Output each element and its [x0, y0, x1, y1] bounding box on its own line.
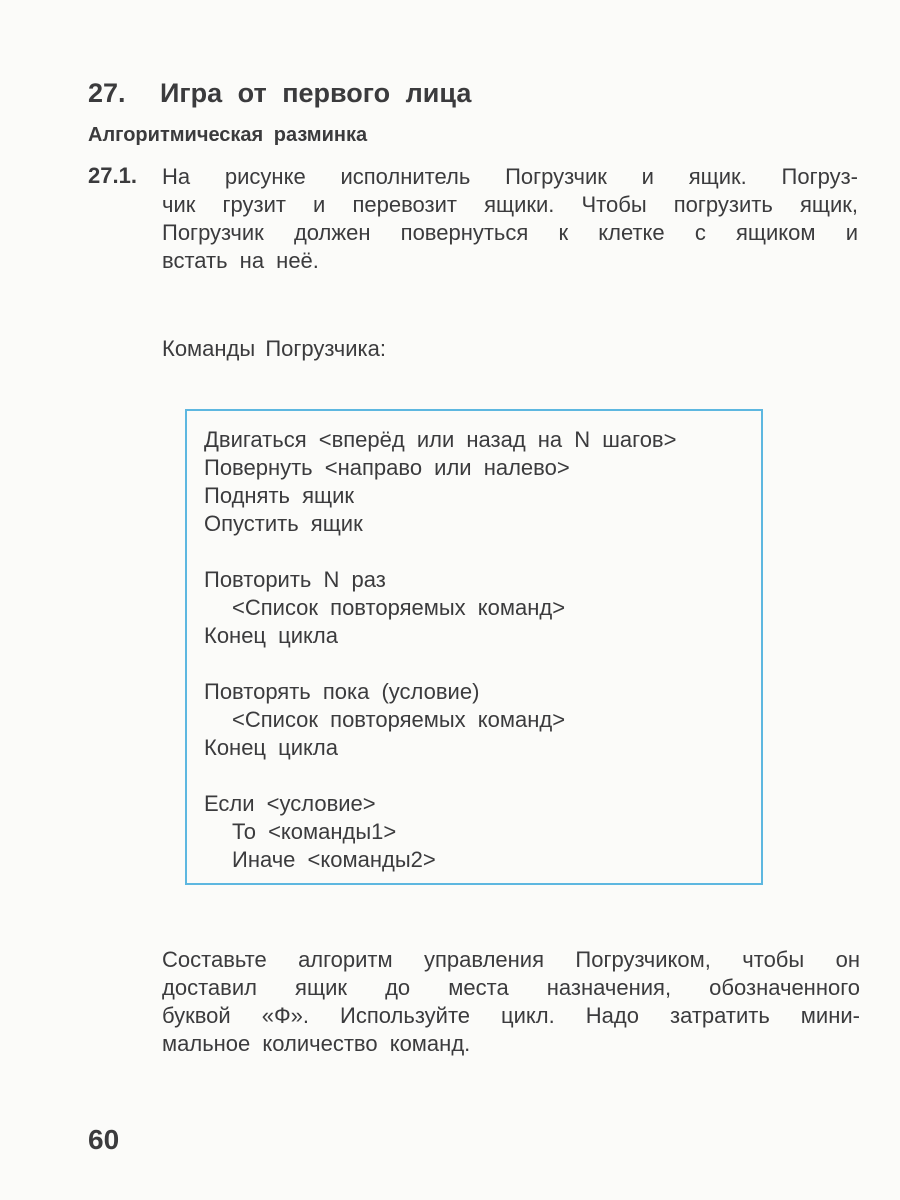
subheading: Алгоритмическая разминка — [88, 124, 368, 146]
instruction-line: мальное количество команд. — [162, 1031, 471, 1056]
instruction-line: доставил ящик до места назначения, обозначенного — [162, 975, 860, 1000]
instruction-line: буквой «Ф». Используйте цикл. Надо затратить мини- — [162, 1003, 860, 1028]
task-line: Погрузчик должен повернуться к клетке с ящиком и — [162, 220, 858, 245]
instruction-text — [162, 946, 860, 1058]
task-line: На рисунке исполнитель Погрузчик и ящик. Погруз- — [162, 164, 858, 189]
task-line: чик грузит и перевозит ящики. Чтобы погрузить ящик, — [162, 192, 858, 217]
task-text — [162, 163, 858, 275]
blank-line — [204, 762, 676, 790]
command-line: Повернуть <направо или налево> — [204, 455, 570, 480]
section-title: Игра от первого лица — [160, 78, 472, 108]
blank-line — [204, 538, 676, 566]
page-number: 60 — [88, 1124, 120, 1155]
task-line: встать на неё. — [162, 248, 319, 273]
command-line: Конец цикла — [204, 623, 338, 648]
command-line: Если <условие> — [204, 791, 376, 816]
command-line: То <команды1> — [232, 819, 397, 844]
commands-list — [204, 426, 676, 874]
blank-line — [204, 650, 676, 678]
command-line: <Список повторяемых команд> — [232, 707, 566, 732]
command-line: Двигаться <вперёд или назад на N шагов> — [204, 427, 677, 452]
section-heading — [88, 78, 471, 109]
instruction-line: Составьте алгоритм управления Погрузчиком, чтобы он — [162, 947, 860, 972]
command-line: Иначе <команды2> — [232, 847, 436, 872]
command-line: Повторять пока (условие) — [204, 679, 480, 704]
commands-label: Команды Погрузчика: — [162, 336, 386, 361]
command-line: Повторить N раз — [204, 567, 386, 592]
command-line: Поднять ящик — [204, 483, 355, 508]
command-line: <Список повторяемых команд> — [232, 595, 566, 620]
section-number: 27. — [88, 78, 126, 108]
command-line: Опустить ящик — [204, 511, 363, 536]
command-line: Конец цикла — [204, 735, 338, 760]
task-number: 27.1. — [88, 163, 137, 188]
